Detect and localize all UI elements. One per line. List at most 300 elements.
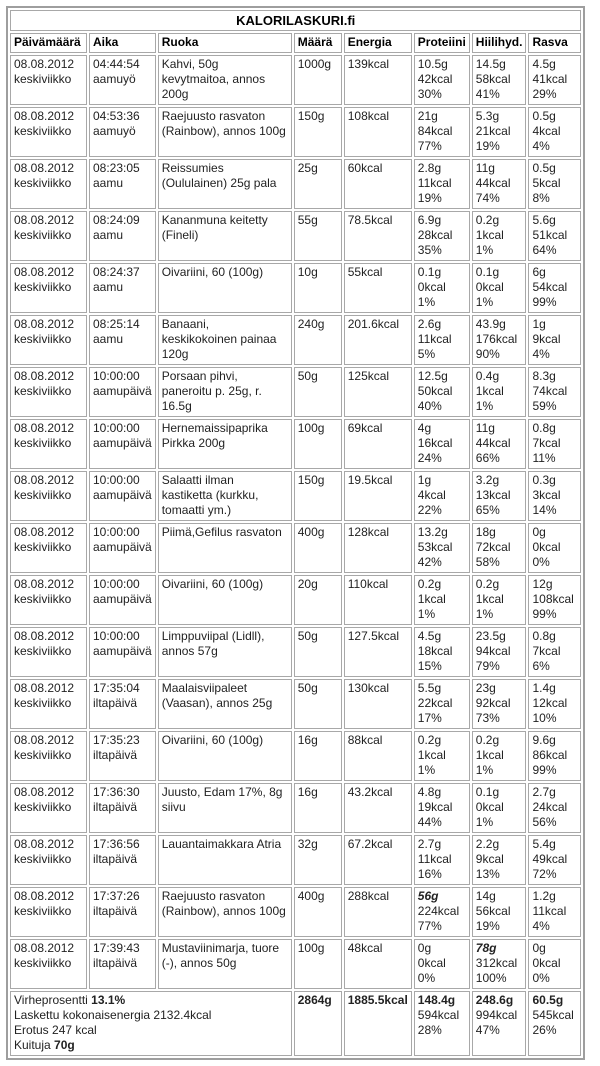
time-cell bbox=[89, 315, 156, 365]
protein-grams: 21g bbox=[417, 109, 438, 123]
fat-percent: 6% bbox=[532, 659, 550, 673]
fat-kcal: 108kcal bbox=[532, 592, 574, 606]
amount-cell bbox=[294, 939, 342, 989]
energy-cell bbox=[344, 263, 412, 313]
energy-cell bbox=[344, 107, 412, 157]
amount-text: 10g bbox=[297, 265, 318, 279]
date-text: 08.08.2012 bbox=[14, 265, 75, 279]
protein-kcal: 224kcal bbox=[417, 904, 460, 918]
food-row bbox=[10, 835, 581, 885]
amount-text: 50g bbox=[297, 681, 318, 695]
carbs-grams: 2.2g bbox=[475, 837, 500, 851]
amount-cell bbox=[294, 783, 342, 833]
fat-grams: 9.6g bbox=[532, 733, 556, 747]
weekday-text: keskiviikko bbox=[14, 956, 72, 970]
time-text: 04:53:36 bbox=[93, 109, 140, 123]
fat-cell bbox=[528, 471, 581, 521]
fat-percent: 10% bbox=[532, 711, 557, 725]
carbs-cell bbox=[472, 55, 527, 105]
fat-percent: 0% bbox=[532, 971, 550, 985]
food-row bbox=[10, 783, 581, 833]
fat-cell bbox=[528, 315, 581, 365]
protein-kcal: 53kcal bbox=[417, 540, 453, 554]
carbs-grams: 0.2g bbox=[475, 213, 500, 227]
fat-grams: 5.6g bbox=[532, 213, 556, 227]
period-text: iltapäivä bbox=[93, 696, 138, 710]
amount-cell bbox=[294, 731, 342, 781]
food-cell bbox=[158, 679, 292, 729]
protein-cell bbox=[414, 159, 470, 209]
weekday-text: keskiviikko bbox=[14, 384, 72, 398]
time-cell bbox=[89, 627, 156, 677]
total-amount-cell: 2864g bbox=[294, 991, 342, 1056]
weekday-text: keskiviikko bbox=[14, 176, 72, 190]
time-cell bbox=[89, 783, 156, 833]
carbs-kcal: 13kcal bbox=[475, 488, 511, 502]
time-cell bbox=[89, 55, 156, 105]
amount-text: 100g bbox=[297, 421, 325, 435]
protein-percent: 35% bbox=[417, 243, 442, 257]
food-text: Kahvi, 50g kevytmaitoa, annos 200g bbox=[161, 57, 266, 101]
carbs-percent: 1% bbox=[475, 815, 494, 829]
food-row bbox=[10, 731, 581, 781]
protein-percent: 24% bbox=[417, 451, 442, 465]
energy-text: 69kcal bbox=[347, 421, 383, 435]
time-text: 17:35:23 bbox=[93, 733, 140, 747]
period-text: aamuyö bbox=[93, 72, 136, 86]
fat-percent: 72% bbox=[532, 867, 557, 881]
date-cell bbox=[10, 523, 87, 573]
carbs-percent: 1% bbox=[475, 607, 494, 621]
fat-cell bbox=[528, 523, 581, 573]
carbs-percent: 79% bbox=[475, 659, 500, 673]
fat-percent: 59% bbox=[532, 399, 557, 413]
amount-cell bbox=[294, 575, 342, 625]
fat-kcal: 9kcal bbox=[532, 332, 561, 346]
energy-cell bbox=[344, 887, 412, 937]
food-text: Maalaisviipaleet (Vaasan), annos 25g bbox=[161, 681, 273, 710]
food-row bbox=[10, 679, 581, 729]
title-row bbox=[10, 10, 581, 31]
date-text: 08.08.2012 bbox=[14, 837, 75, 851]
carbs-grams: 3.2g bbox=[475, 473, 500, 487]
energy-text: 127.5kcal bbox=[347, 629, 400, 643]
carbs-kcal: 1kcal bbox=[475, 384, 504, 398]
fat-grams: 0.3g bbox=[532, 473, 556, 487]
weekday-text: keskiviikko bbox=[14, 644, 72, 658]
food-row bbox=[10, 575, 581, 625]
carbs-cell bbox=[472, 419, 527, 469]
time-text: 17:39:43 bbox=[93, 941, 140, 955]
weekday-text: keskiviikko bbox=[14, 852, 72, 866]
food-cell bbox=[158, 887, 292, 937]
protein-percent: 1% bbox=[417, 607, 436, 621]
energy-cell bbox=[344, 523, 412, 573]
amount-text: 55g bbox=[297, 213, 318, 227]
amount-cell bbox=[294, 55, 342, 105]
carbs-percent: 66% bbox=[475, 451, 500, 465]
food-cell bbox=[158, 55, 292, 105]
date-cell bbox=[10, 419, 87, 469]
energy-text: 19.5kcal bbox=[347, 473, 393, 487]
fat-kcal: 11kcal bbox=[532, 904, 567, 918]
period-text: iltapäivä bbox=[93, 852, 138, 866]
date-text: 08.08.2012 bbox=[14, 213, 75, 227]
carbs-kcal: 9kcal bbox=[475, 852, 504, 866]
carbs-grams: 14.5g bbox=[475, 57, 506, 71]
food-text: Kananmuna keitetty (Fineli) bbox=[161, 213, 268, 242]
energy-cell bbox=[344, 679, 412, 729]
carbs-grams: 11g bbox=[475, 421, 495, 435]
column-header-carbs: Hiilihyd. bbox=[472, 33, 527, 53]
food-cell bbox=[158, 523, 292, 573]
time-cell bbox=[89, 575, 156, 625]
energy-text: 48kcal bbox=[347, 941, 383, 955]
protein-kcal: 18kcal bbox=[417, 644, 453, 658]
carbs-cell bbox=[472, 471, 527, 521]
protein-kcal: 28kcal bbox=[417, 228, 453, 242]
energy-text: 78.5kcal bbox=[347, 213, 393, 227]
carbs-cell bbox=[472, 367, 527, 417]
energy-text: 288kcal bbox=[347, 889, 390, 903]
protein-percent: 77% bbox=[417, 919, 442, 933]
carbs-grams: 11g bbox=[475, 161, 495, 175]
amount-cell bbox=[294, 523, 342, 573]
food-row bbox=[10, 159, 581, 209]
carbs-kcal: 176kcal bbox=[475, 332, 518, 346]
protein-percent: 16% bbox=[417, 867, 442, 881]
food-row bbox=[10, 315, 581, 365]
time-text: 10:00:00 bbox=[93, 369, 140, 383]
amount-text: 16g bbox=[297, 785, 318, 799]
period-text: iltapäivä bbox=[93, 748, 138, 762]
date-cell bbox=[10, 367, 87, 417]
fat-percent: 4% bbox=[532, 347, 550, 361]
food-text: Hernemaissipaprika Pirkka 200g bbox=[161, 421, 268, 450]
energy-cell bbox=[344, 159, 412, 209]
carbs-cell bbox=[472, 731, 527, 781]
fat-cell bbox=[528, 263, 581, 313]
fat-kcal: 0kcal bbox=[532, 956, 561, 970]
weekday-text: keskiviikko bbox=[14, 436, 72, 450]
protein-cell bbox=[414, 367, 470, 417]
carbs-kcal: 92kcal bbox=[475, 696, 511, 710]
energy-text: 125kcal bbox=[347, 369, 390, 383]
time-cell bbox=[89, 887, 156, 937]
food-cell bbox=[158, 367, 292, 417]
fat-cell bbox=[528, 835, 581, 885]
fat-grams: 1.2g bbox=[532, 889, 556, 903]
fat-grams: 1.4g bbox=[532, 681, 556, 695]
total-protein-cell: 148.4g 594kcal 28% bbox=[414, 991, 470, 1056]
food-text: Oivariini, 60 (100g) bbox=[161, 733, 264, 747]
protein-percent: 5% bbox=[417, 347, 436, 361]
amount-cell bbox=[294, 107, 342, 157]
time-cell bbox=[89, 523, 156, 573]
weekday-text: keskiviikko bbox=[14, 592, 72, 606]
fat-kcal: 5kcal bbox=[532, 176, 561, 190]
time-text: 17:36:56 bbox=[93, 837, 140, 851]
weekday-text: keskiviikko bbox=[14, 540, 72, 554]
food-row bbox=[10, 55, 581, 105]
carbs-kcal: 1kcal bbox=[475, 592, 504, 606]
amount-text: 400g bbox=[297, 889, 325, 903]
energy-text: 43.2kcal bbox=[347, 785, 393, 799]
fat-kcal: 49kcal bbox=[532, 852, 568, 866]
energy-text: 130kcal bbox=[347, 681, 390, 695]
food-cell bbox=[158, 731, 292, 781]
fat-percent: 99% bbox=[532, 763, 557, 777]
date-cell bbox=[10, 835, 87, 885]
amount-text: 25g bbox=[297, 161, 318, 175]
protein-kcal: 0kcal bbox=[417, 956, 446, 970]
amount-text: 1000g bbox=[297, 57, 332, 71]
protein-cell bbox=[414, 783, 470, 833]
protein-percent: 0% bbox=[417, 971, 436, 985]
fat-cell bbox=[528, 55, 581, 105]
weekday-text: keskiviikko bbox=[14, 72, 72, 86]
weekday-text: keskiviikko bbox=[14, 800, 72, 814]
date-text: 08.08.2012 bbox=[14, 629, 75, 643]
time-text: 10:00:00 bbox=[93, 421, 140, 435]
fat-cell bbox=[528, 887, 581, 937]
fat-grams: 1g bbox=[532, 317, 546, 331]
fat-grams: 0.8g bbox=[532, 421, 556, 435]
period-text: aamupäivä bbox=[93, 592, 152, 606]
time-text: 17:35:04 bbox=[93, 681, 140, 695]
summary-error-percent: Virheprosentti 13.1% bbox=[14, 993, 126, 1007]
energy-text: 67.2kcal bbox=[347, 837, 393, 851]
food-row bbox=[10, 939, 581, 989]
carbs-percent: 1% bbox=[475, 399, 494, 413]
time-cell bbox=[89, 835, 156, 885]
column-header-food: Ruoka bbox=[158, 33, 292, 53]
food-cell bbox=[158, 575, 292, 625]
fat-kcal: 41kcal bbox=[532, 72, 568, 86]
protein-kcal: 1kcal bbox=[417, 748, 446, 762]
protein-kcal: 22kcal bbox=[417, 696, 453, 710]
energy-text: 128kcal bbox=[347, 525, 390, 539]
time-text: 10:00:00 bbox=[93, 473, 140, 487]
carbs-kcal: 0kcal bbox=[475, 800, 504, 814]
fat-grams: 8.3g bbox=[532, 369, 556, 383]
period-text: aamuyö bbox=[93, 124, 136, 138]
food-cell bbox=[158, 159, 292, 209]
protein-cell bbox=[414, 419, 470, 469]
carbs-kcal: 44kcal bbox=[475, 176, 511, 190]
food-row bbox=[10, 471, 581, 521]
food-cell bbox=[158, 211, 292, 261]
carbs-cell bbox=[472, 679, 527, 729]
fat-percent: 29% bbox=[532, 87, 557, 101]
food-cell bbox=[158, 315, 292, 365]
time-text: 17:37:26 bbox=[93, 889, 140, 903]
time-cell bbox=[89, 211, 156, 261]
carbs-percent: 13% bbox=[475, 867, 500, 881]
time-text: 08:24:09 bbox=[93, 213, 140, 227]
protein-kcal: 11kcal bbox=[417, 332, 452, 346]
date-cell bbox=[10, 159, 87, 209]
protein-cell bbox=[414, 575, 470, 625]
food-row bbox=[10, 263, 581, 313]
carbs-percent: 41% bbox=[475, 87, 500, 101]
time-cell bbox=[89, 263, 156, 313]
fat-cell bbox=[528, 575, 581, 625]
food-row bbox=[10, 211, 581, 261]
food-text: Oivariini, 60 (100g) bbox=[161, 265, 264, 279]
protein-grams: 0.2g bbox=[417, 577, 442, 591]
fat-grams: 0.5g bbox=[532, 109, 556, 123]
carbs-percent: 1% bbox=[475, 763, 494, 777]
amount-text: 20g bbox=[297, 577, 318, 591]
carbs-percent: 73% bbox=[475, 711, 500, 725]
fat-percent: 4% bbox=[532, 139, 550, 153]
amount-cell bbox=[294, 471, 342, 521]
weekday-text: keskiviikko bbox=[14, 904, 72, 918]
fat-percent: 56% bbox=[532, 815, 557, 829]
summary-fiber: Kuituja 70g bbox=[14, 1038, 75, 1052]
amount-text: 50g bbox=[297, 369, 318, 383]
energy-cell bbox=[344, 783, 412, 833]
carbs-grams: 0.4g bbox=[475, 369, 500, 383]
fat-percent: 64% bbox=[532, 243, 557, 257]
food-row bbox=[10, 107, 581, 157]
protein-grams: 12.5g bbox=[417, 369, 448, 383]
protein-percent: 1% bbox=[417, 763, 436, 777]
carbs-grams: 0.1g bbox=[475, 265, 500, 279]
carbs-cell bbox=[472, 159, 527, 209]
protein-percent: 77% bbox=[417, 139, 442, 153]
period-text: aamupäivä bbox=[93, 540, 152, 554]
amount-cell bbox=[294, 627, 342, 677]
protein-cell bbox=[414, 627, 470, 677]
fat-kcal: 74kcal bbox=[532, 384, 568, 398]
fat-kcal: 54kcal bbox=[532, 280, 568, 294]
time-text: 10:00:00 bbox=[93, 629, 140, 643]
period-text: aamu bbox=[93, 176, 124, 190]
total-energy-cell: 1885.5kcal bbox=[344, 991, 412, 1056]
fat-cell bbox=[528, 731, 581, 781]
protein-kcal: 1kcal bbox=[417, 592, 446, 606]
protein-cell bbox=[414, 55, 470, 105]
period-text: aamu bbox=[93, 332, 124, 346]
food-cell bbox=[158, 835, 292, 885]
protein-grams: 4.5g bbox=[417, 629, 442, 643]
protein-grams: 2.6g bbox=[417, 317, 442, 331]
column-header-energy: Energia bbox=[344, 33, 412, 53]
time-text: 08:23:05 bbox=[93, 161, 140, 175]
weekday-text: keskiviikko bbox=[14, 280, 72, 294]
fat-percent: 99% bbox=[532, 607, 557, 621]
period-text: aamupäivä bbox=[93, 488, 152, 502]
carbs-grams: 14g bbox=[475, 889, 496, 903]
column-header-protein: Proteiini bbox=[414, 33, 470, 53]
date-text: 08.08.2012 bbox=[14, 681, 75, 695]
carbs-kcal: 56kcal bbox=[475, 904, 511, 918]
food-text: Juusto, Edam 17%, 8g siivu bbox=[161, 785, 283, 814]
amount-cell bbox=[294, 679, 342, 729]
fat-cell bbox=[528, 679, 581, 729]
energy-cell bbox=[344, 731, 412, 781]
amount-cell bbox=[294, 887, 342, 937]
fat-percent: 0% bbox=[532, 555, 550, 569]
fat-percent: 99% bbox=[532, 295, 557, 309]
weekday-text: keskiviikko bbox=[14, 124, 72, 138]
weekday-text: keskiviikko bbox=[14, 748, 72, 762]
carbs-kcal: 72kcal bbox=[475, 540, 511, 554]
amount-text: 32g bbox=[297, 837, 318, 851]
time-text: 08:24:37 bbox=[93, 265, 140, 279]
food-text: Raejuusto rasvaton (Rainbow), annos 100g bbox=[161, 889, 286, 918]
protein-cell bbox=[414, 835, 470, 885]
period-text: iltapäivä bbox=[93, 800, 138, 814]
total-carbs-cell: 248.6g 994kcal 47% bbox=[472, 991, 527, 1056]
fat-kcal: 3kcal bbox=[532, 488, 561, 502]
time-cell bbox=[89, 107, 156, 157]
time-cell bbox=[89, 367, 156, 417]
weekday-text: keskiviikko bbox=[14, 228, 72, 242]
date-text: 08.08.2012 bbox=[14, 109, 75, 123]
date-text: 08.08.2012 bbox=[14, 941, 75, 955]
weekday-text: keskiviikko bbox=[14, 488, 72, 502]
fat-cell bbox=[528, 419, 581, 469]
carbs-percent: 90% bbox=[475, 347, 500, 361]
time-text: 10:00:00 bbox=[93, 577, 140, 591]
date-cell bbox=[10, 731, 87, 781]
food-cell bbox=[158, 783, 292, 833]
fat-kcal: 24kcal bbox=[532, 800, 568, 814]
protein-kcal: 11kcal bbox=[417, 176, 452, 190]
food-text: Oivariini, 60 (100g) bbox=[161, 577, 264, 591]
carbs-kcal: 58kcal bbox=[475, 72, 511, 86]
energy-cell bbox=[344, 419, 412, 469]
carbs-grams: 0.1g bbox=[475, 785, 500, 799]
fat-grams: 2.7g bbox=[532, 785, 556, 799]
energy-cell bbox=[344, 939, 412, 989]
protein-cell bbox=[414, 887, 470, 937]
carbs-cell bbox=[472, 575, 527, 625]
fat-kcal: 7kcal bbox=[532, 644, 561, 658]
protein-cell bbox=[414, 939, 470, 989]
protein-cell bbox=[414, 107, 470, 157]
food-text: Raejuusto rasvaton (Rainbow), annos 100g bbox=[161, 109, 286, 138]
protein-grams: 10.5g bbox=[417, 57, 448, 71]
totals-summary-cell bbox=[10, 991, 292, 1056]
amount-text: 240g bbox=[297, 317, 325, 331]
fat-cell bbox=[528, 627, 581, 677]
amount-cell bbox=[294, 835, 342, 885]
food-row bbox=[10, 887, 581, 937]
protein-cell bbox=[414, 471, 470, 521]
food-cell bbox=[158, 419, 292, 469]
carbs-cell bbox=[472, 107, 527, 157]
date-cell bbox=[10, 783, 87, 833]
food-cell bbox=[158, 471, 292, 521]
date-cell bbox=[10, 887, 87, 937]
protein-grams: 0.2g bbox=[417, 733, 442, 747]
energy-cell bbox=[344, 575, 412, 625]
time-cell bbox=[89, 159, 156, 209]
protein-cell bbox=[414, 315, 470, 365]
fat-grams: 6g bbox=[532, 265, 546, 279]
energy-cell bbox=[344, 627, 412, 677]
energy-text: 201.6kcal bbox=[347, 317, 400, 331]
date-text: 08.08.2012 bbox=[14, 525, 75, 539]
date-text: 08.08.2012 bbox=[14, 577, 75, 591]
carbs-grams: 5.3g bbox=[475, 109, 500, 123]
fat-cell bbox=[528, 783, 581, 833]
energy-cell bbox=[344, 471, 412, 521]
